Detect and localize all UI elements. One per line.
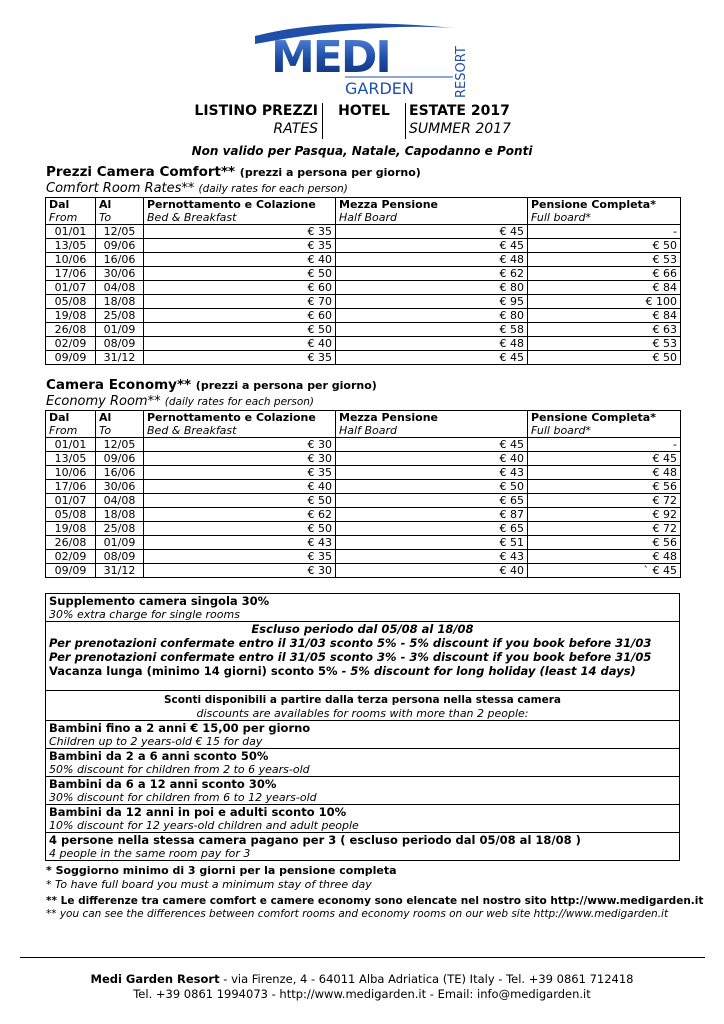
single-supplement-en: 30% extra charge for single rooms (49, 608, 240, 621)
table-subheader-row (46, 211, 681, 225)
table-cell: € 45 (528, 452, 681, 466)
table-row (46, 225, 681, 239)
footer (0, 972, 724, 1002)
kids-under-2-en: Children up to 2 years-old € 15 for day (49, 735, 263, 748)
logo-word-medi: MEDI (271, 32, 390, 83)
logo-graphic (253, 14, 473, 100)
table-cell: € 35 (144, 466, 336, 480)
subtitle-rates: RATES (273, 121, 318, 137)
table-cell: 01/07 (46, 281, 96, 295)
table-cell: 01/07 (46, 494, 96, 508)
table-cell: ` € 45 (528, 564, 681, 578)
table-cell: € 66 (528, 267, 681, 281)
table-cell: € 43 (144, 536, 336, 550)
single-supplement (46, 594, 679, 622)
economy-subtitle (46, 394, 314, 409)
table-cell: 31/12 (96, 564, 144, 578)
table-cell: € 45 (336, 225, 528, 239)
table-row (46, 438, 681, 452)
column-subheader: Bed & Breakfast (144, 211, 336, 225)
excluded-period: Escluso periodo dal 05/08 al 18/08 (251, 622, 474, 636)
table-cell: € 58 (336, 323, 528, 337)
kids-6-12 (46, 777, 679, 805)
notes (46, 864, 716, 921)
comfort-title-text: Prezzi Camera Comfort** (46, 164, 236, 180)
table-row (46, 337, 681, 351)
table-cell: 16/06 (96, 253, 144, 267)
table-cell: € 95 (336, 295, 528, 309)
table-cell: € 53 (528, 253, 681, 267)
kids-2-6 (46, 749, 679, 777)
table-cell: € 92 (528, 508, 681, 522)
four-pay-three (46, 833, 679, 860)
table-cell: € 84 (528, 281, 681, 295)
table-cell: € 45 (336, 239, 528, 253)
table-cell: 05/08 (46, 508, 96, 522)
table-cell: € 30 (144, 438, 336, 452)
table-cell: € 48 (528, 466, 681, 480)
table-cell: € 62 (144, 508, 336, 522)
table-cell: € 40 (336, 564, 528, 578)
column-header: Mezza Pensione (336, 411, 528, 425)
table-cell: 16/06 (96, 466, 144, 480)
early-booking-0331: Per prenotazioni confermate entro il 31/03 sconto 5% - 5% discount if you book before 31/03 (49, 636, 652, 650)
footer-divider (20, 957, 705, 958)
table-cell: € 50 (528, 351, 681, 365)
column-subheader: Full board* (528, 211, 681, 225)
over-12-en: 10% discount for 12 years-old children and adult people (49, 819, 359, 832)
table-cell: € 62 (336, 267, 528, 281)
table-cell: € 30 (144, 452, 336, 466)
table-cell: 01/09 (96, 536, 144, 550)
table-cell: 13/05 (46, 452, 96, 466)
column-header: Pernottamento e Colazione (144, 411, 336, 425)
single-supplement-it: Supplemento camera singola 30% (49, 594, 270, 608)
table-cell: € 65 (336, 494, 528, 508)
table-cell: € 35 (144, 550, 336, 564)
booking-discounts (46, 622, 679, 691)
third-person-en: discounts are availables for rooms with more than 2 people: (196, 707, 529, 720)
kids-2-6-en: 50% discount for children from 2 to 6 years-old (49, 763, 310, 776)
table-cell: € 35 (144, 225, 336, 239)
table-row (46, 295, 681, 309)
table-row (46, 323, 681, 337)
table-row (46, 267, 681, 281)
column-subheader: Bed & Breakfast (144, 424, 336, 438)
medi-garden-logo (253, 14, 473, 100)
table-cell: 02/09 (46, 550, 96, 564)
column-subheader: Half Board (336, 211, 528, 225)
table-cell: - (528, 225, 681, 239)
footer-contacts: Tel. +39 0861 1994073 - http://www.medigarden.it - Email: info@medigarden.it (133, 987, 591, 1001)
over-12-adults (46, 805, 679, 833)
column-subheader: From (46, 424, 96, 438)
table-cell: € 45 (336, 438, 528, 452)
table-cell: € 80 (336, 281, 528, 295)
table-row (46, 522, 681, 536)
table-cell: € 100 (528, 295, 681, 309)
long-holiday-en: - 5% discount for long holiday (least 14 days) (337, 664, 636, 678)
table-cell: 08/09 (96, 550, 144, 564)
table-row (46, 494, 681, 508)
table-cell: € 53 (528, 337, 681, 351)
table-cell: € 48 (336, 253, 528, 267)
note-room-differences-it: ** Le differenze tra camere comfort e camere economy sono elencate nel nostro sito http://www.medigarden.it (46, 895, 704, 907)
table-cell: € 80 (336, 309, 528, 323)
column-header: Pensione Completa* (528, 198, 681, 212)
column-header: Dal (46, 198, 96, 212)
table-cell: 26/08 (46, 536, 96, 550)
table-cell: 08/09 (96, 337, 144, 351)
column-header: Dal (46, 411, 96, 425)
economy-title-note: (prezzi a persona per giorno) (195, 379, 377, 392)
table-cell: € 40 (144, 253, 336, 267)
table-cell: € 72 (528, 494, 681, 508)
table-row (46, 480, 681, 494)
kids-6-12-en: 30% discount for children from 6 to 12 years-old (49, 791, 317, 804)
comfort-title (46, 164, 421, 180)
comfort-subtitle-text: Comfort Room Rates** (46, 181, 195, 196)
notice: Non valido per Pasqua, Natale, Capodanno e Ponti (191, 144, 533, 158)
table-cell: 01/01 (46, 438, 96, 452)
table-cell: 25/08 (96, 522, 144, 536)
table-cell: 13/05 (46, 239, 96, 253)
table-cell: € 40 (336, 452, 528, 466)
comfort-title-note: (prezzi a persona per giorno) (239, 166, 421, 179)
table-row (46, 239, 681, 253)
kids-6-12-it: Bambini da 6 a 12 anni sconto 30% (49, 777, 277, 791)
footer-line-1 (0, 972, 724, 987)
column-header: Al (96, 198, 144, 212)
table-cell: 12/05 (96, 438, 144, 452)
footer-company-name: Medi Garden Resort (90, 972, 220, 986)
table-row (46, 508, 681, 522)
table-cell: 09/06 (96, 239, 144, 253)
table-cell: € 50 (144, 494, 336, 508)
economy-rates-table (45, 410, 681, 578)
third-person-it: Sconti disponibili a partire dalla terza persona nella stessa camera (164, 694, 561, 706)
table-cell: € 48 (336, 337, 528, 351)
table-cell: 02/09 (46, 337, 96, 351)
table-row (46, 253, 681, 267)
table-cell: 25/08 (96, 309, 144, 323)
column-subheader: Half Board (336, 424, 528, 438)
table-cell: € 50 (144, 267, 336, 281)
over-12-it: Bambini da 12 anni in poi e adulti sconto 10% (49, 805, 347, 819)
note-full-board-en: * To have full board you must a minimum stay of three day (46, 878, 372, 891)
column-header: Al (96, 411, 144, 425)
table-cell: € 50 (336, 480, 528, 494)
table-cell: € 43 (336, 466, 528, 480)
table-cell: € 35 (144, 351, 336, 365)
supplements-box (45, 593, 680, 861)
column-subheader: Full board* (528, 424, 681, 438)
third-person-discounts (46, 691, 679, 721)
table-cell: 17/06 (46, 267, 96, 281)
four-pay-three-en: 4 people in the same room pay for 3 (49, 847, 251, 860)
table-cell: € 45 (336, 351, 528, 365)
table-cell: € 40 (144, 337, 336, 351)
table-cell: € 50 (144, 522, 336, 536)
table-cell: 01/09 (96, 323, 144, 337)
note-full-board-it: * Soggiorno minimo di 3 giorni per la pensione completa (46, 864, 397, 877)
title-hotel: HOTEL (338, 103, 390, 119)
table-cell: 01/01 (46, 225, 96, 239)
table-cell: 17/06 (46, 480, 96, 494)
table-cell: € 43 (336, 550, 528, 564)
table-row (46, 550, 681, 564)
table-cell: 09/06 (96, 452, 144, 466)
title-listino: LISTINO PREZZI (194, 103, 318, 119)
economy-subtitle-note: (daily rates for each person) (164, 396, 314, 408)
table-cell: € 50 (528, 239, 681, 253)
logo-word-resort: RESORT (454, 46, 469, 98)
table-cell: - (528, 438, 681, 452)
column-header: Pernottamento e Colazione (144, 198, 336, 212)
column-header: Pensione Completa* (528, 411, 681, 425)
table-cell: 04/08 (96, 281, 144, 295)
table-row (46, 466, 681, 480)
table-cell: € 63 (528, 323, 681, 337)
table-row (46, 281, 681, 295)
table-cell: 10/06 (46, 466, 96, 480)
table-cell: 05/08 (46, 295, 96, 309)
economy-subtitle-text: Economy Room** (46, 394, 161, 409)
column-subheader: To (96, 211, 144, 225)
table-cell: € 35 (144, 239, 336, 253)
table-cell: 04/08 (96, 494, 144, 508)
kids-2-6-it: Bambini da 2 a 6 anni sconto 50% (49, 749, 269, 763)
table-cell: 18/08 (96, 295, 144, 309)
logo-word-garden: GARDEN (345, 79, 414, 98)
table-cell: € 60 (144, 281, 336, 295)
table-cell: € 51 (336, 536, 528, 550)
table-cell: 31/12 (96, 351, 144, 365)
four-pay-three-it: 4 persone nella stessa camera pagano per 3 ( escluso periodo dal 05/08 al 18/08 ) (49, 833, 581, 847)
table-cell: € 40 (144, 480, 336, 494)
table-cell: € 48 (528, 550, 681, 564)
long-holiday-it: Vacanza lunga (minimo 14 giorni) sconto 5% (49, 664, 338, 678)
table-cell: € 50 (144, 323, 336, 337)
table-cell: € 56 (528, 536, 681, 550)
long-holiday (49, 664, 676, 678)
economy-title (46, 377, 377, 393)
table-cell: € 56 (528, 480, 681, 494)
table-cell: 10/06 (46, 253, 96, 267)
table-header-row (46, 198, 681, 212)
table-cell: 09/09 (46, 564, 96, 578)
table-cell: € 87 (336, 508, 528, 522)
table-cell: 12/05 (96, 225, 144, 239)
note-room-differences-en: ** you can see the differences between comfort rooms and economy rooms on our web site http://www.medigarden.it (46, 908, 669, 920)
table-cell: 19/08 (46, 309, 96, 323)
kids-under-2-it: Bambini fino a 2 anni € 15,00 per giorno (49, 721, 311, 735)
table-subheader-row (46, 424, 681, 438)
column-subheader: To (96, 424, 144, 438)
kids-under-2 (46, 721, 679, 749)
table-cell: 09/09 (46, 351, 96, 365)
table-cell: 18/08 (96, 508, 144, 522)
subtitle-summer: SUMMER 2017 (409, 121, 511, 137)
table-row (46, 452, 681, 466)
table-cell: 30/06 (96, 267, 144, 281)
footer-address: - via Firenze, 4 - 64011 Alba Adriatica (TE) Italy - Tel. +39 0861 712418 (219, 972, 634, 986)
table-row (46, 351, 681, 365)
table-cell: € 72 (528, 522, 681, 536)
comfort-rates-table (45, 197, 681, 365)
table-cell: € 70 (144, 295, 336, 309)
table-cell: 30/06 (96, 480, 144, 494)
comfort-subtitle-note: (daily rates for each person) (198, 183, 348, 195)
economy-title-text: Camera Economy** (46, 377, 192, 393)
early-booking-0531: Per prenotazioni confermate entro il 31/05 sconto 3% - 3% discount if you book before 31/05 (49, 650, 652, 664)
table-row (46, 309, 681, 323)
table-row (46, 564, 681, 578)
table-cell: € 84 (528, 309, 681, 323)
table-cell: 26/08 (46, 323, 96, 337)
column-header: Mezza Pensione (336, 198, 528, 212)
table-cell: € 60 (144, 309, 336, 323)
table-cell: 19/08 (46, 522, 96, 536)
table-cell: € 65 (336, 522, 528, 536)
column-subheader: From (46, 211, 96, 225)
table-header-row (46, 411, 681, 425)
table-cell: € 30 (144, 564, 336, 578)
comfort-subtitle (46, 181, 348, 196)
title-estate: ESTATE 2017 (409, 103, 510, 119)
table-row (46, 536, 681, 550)
